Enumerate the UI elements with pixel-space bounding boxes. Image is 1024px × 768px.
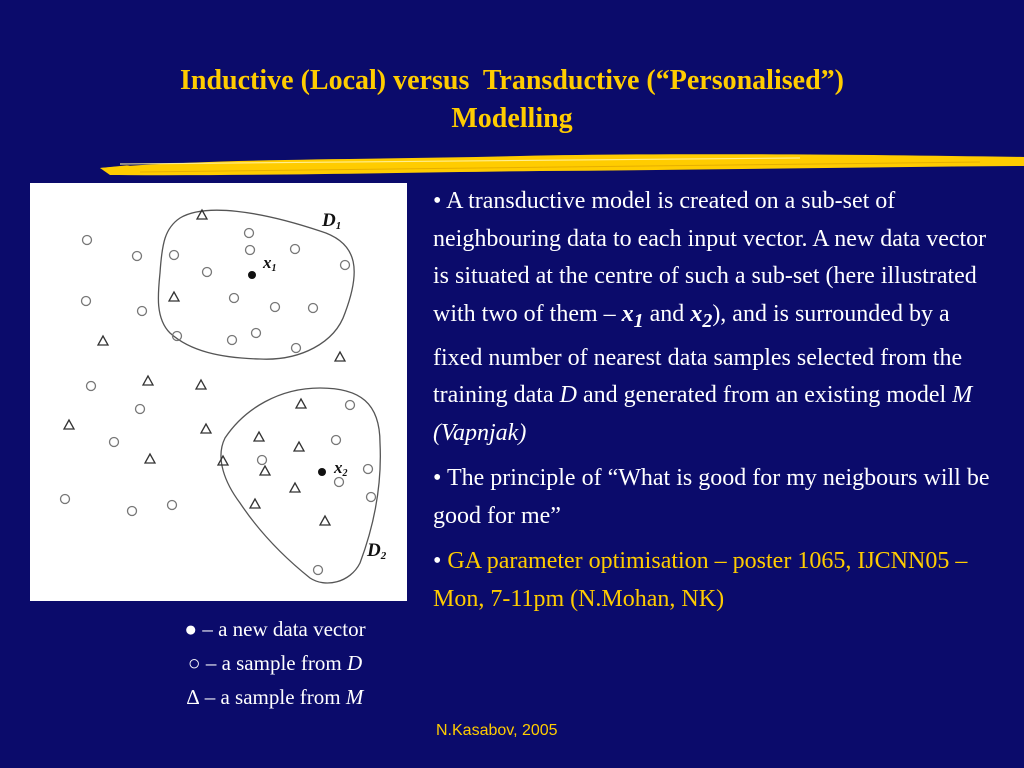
legend-new-vector: ● – a new data vector: [184, 617, 366, 641]
label-d2: D2: [367, 540, 387, 562]
cluster-d2-boundary: [221, 388, 380, 583]
bullet-transductive-model: • A transductive model is created on a sub-set of neighbouring data to each input vector. A new data vector is situated at the centre of such a sub-set (here illustrated with two of them – $x_1$ and $x_2$), and is surrounded by a fixed number of nearest data samples selected from the training data D and generated from an existing model M (Vapnjak): [433, 188, 987, 446]
transductive-diagram: [30, 183, 407, 601]
new-vector-x2: [318, 468, 326, 476]
figure-legend: [130, 612, 420, 714]
slide-title: [60, 62, 964, 138]
label-d1: D1: [322, 210, 342, 232]
cluster-d1-boundary: [158, 210, 354, 359]
slide-body: [433, 183, 993, 626]
legend-sample-m: ∆ – a sample from M: [186, 685, 364, 709]
label-x1: x1: [263, 253, 277, 274]
bullet-principle: • The principle of “What is good for my neigbours will be good for me”: [433, 465, 990, 529]
footer-author: N.Kasabov, 2005: [436, 722, 558, 739]
legend-sample-d: ○ – a sample from D: [187, 651, 363, 675]
new-vector-x1: [248, 271, 256, 279]
title-line-1: Inductive (Local) versus Transductive (“Personalised”): [180, 65, 844, 96]
title-line-2: Modelling: [451, 103, 573, 134]
label-x2: x2: [334, 458, 348, 479]
bullet-ga-optimisation: • GA parameter optimisation – poster 1065, IJCNN05 – Mon, 7-11pm (N.Mohan, NK): [433, 548, 968, 612]
yellow-brush-divider: [100, 148, 1024, 182]
samples-from-m: [64, 210, 345, 525]
